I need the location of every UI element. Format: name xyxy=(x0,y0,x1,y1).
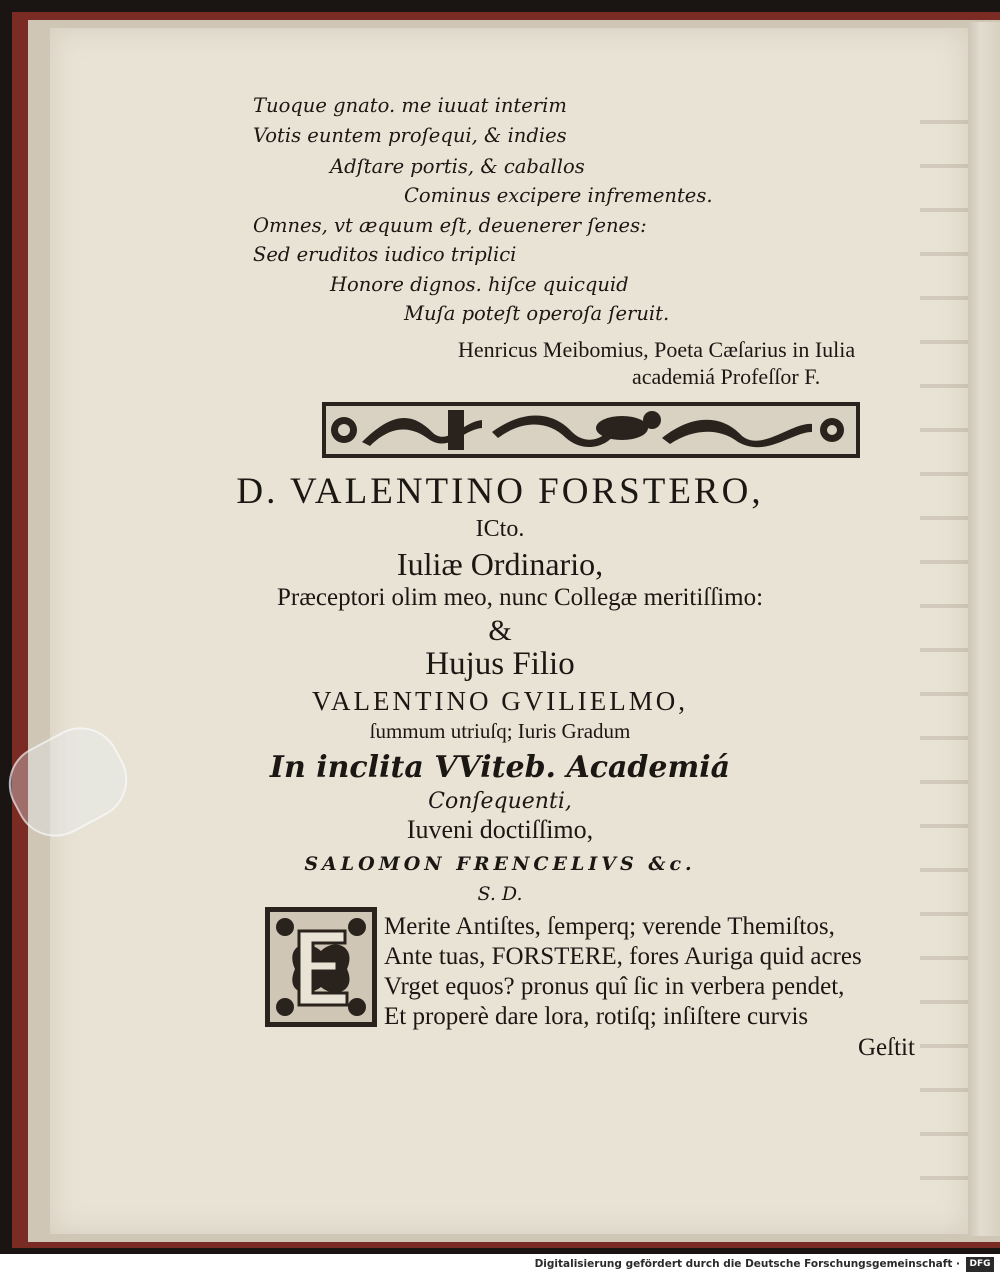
dedication-name: D. VALENTINO FORSTERO, xyxy=(236,471,764,512)
poem-line-8: Muſa poteſt operoſa ſeruit. xyxy=(404,302,670,325)
poem-line-2: Votis euntem proſequi, & indies xyxy=(253,124,567,147)
dedication-author: SALOMON FRENCELIVS &c. xyxy=(304,853,696,875)
dedication-line-4: VALENTINO GVILIELMO, xyxy=(312,686,688,716)
poem-line-3: Adſtare portis, & caballos xyxy=(330,155,585,178)
footer-credit: Digitalisierung gefördert durch die Deutsche Forschungsgemeinschaft · xyxy=(534,1258,960,1270)
dedication-line-2: Præceptori olim meo, nunc Collegæ meritiſſimo: xyxy=(276,584,764,611)
poem-line-4: Cominus excipere infrementes. xyxy=(404,184,713,207)
dedication-greeting: S. D. xyxy=(477,883,523,905)
dedication-line-5: ſummum utriuſq; Iuris Gradum xyxy=(369,719,631,743)
dfg-logo-icon: DFG xyxy=(966,1257,994,1272)
footer-bar xyxy=(0,1254,1000,1276)
dedication-line-8: Iuveni doctiſſimo, xyxy=(406,815,594,844)
ornament-band xyxy=(322,402,860,458)
verse2-line-2: Ante tuas, FORSTERE, fores Auriga quid acres xyxy=(384,943,862,970)
poem-line-7: Honore dignos. hiſce quicquid xyxy=(330,273,629,296)
signature-line-2: academiá Profeſſor F. xyxy=(632,364,821,389)
decorated-initial xyxy=(265,907,377,1027)
dedication-line-1: Iuliæ Ordinario, xyxy=(396,546,604,582)
dedication-line-6: In inclita VViteb. Academiá xyxy=(269,750,731,785)
catchword: Geſtit xyxy=(858,1034,915,1061)
poem-line-1: Tuoque gnato. me iuuat interim xyxy=(253,94,567,117)
dedication-title: ICto. xyxy=(475,516,525,542)
verse2-line-1: Merite Antiſtes, ſemperq; verende Themiſtos, xyxy=(384,913,835,940)
dedication-ampersand: & xyxy=(488,614,512,647)
signature-line-1: Henricus Meibomius, Poeta Cæſarius in Iulia xyxy=(458,337,856,362)
dedication-line-7: Conſequenti, xyxy=(428,789,572,814)
verse2-line-4: Et properè dare lora, rotiſq; inſiſtere curvis xyxy=(384,1003,809,1030)
poem-line-6: Sed eruditos iudico triplici xyxy=(253,243,517,266)
dedication-line-3: Hujus Filio xyxy=(425,646,575,682)
poem-line-5: Omnes, vt æquum eſt, deuenerer ſenes: xyxy=(253,214,647,237)
verse2-line-3: Vrget equos? pronus quî ſic in verbera pendet, xyxy=(384,973,845,1000)
